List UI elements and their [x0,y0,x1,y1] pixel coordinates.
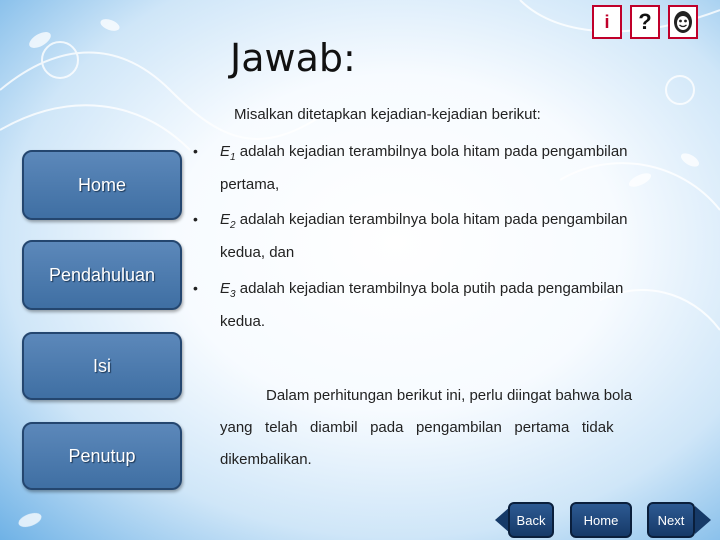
info-icon[interactable]: i [592,5,622,39]
bullet-3: $E_3$ adalah kejadian terambilnya bola putih pada pengambilan [220,280,624,300]
bullet-dot-1: • [193,143,198,159]
face-icon[interactable] [668,5,698,39]
face-glyph-icon [672,9,694,35]
sidebar-item-penutup[interactable] [22,422,182,490]
page-title: Jawab: [230,36,356,80]
next-button[interactable]: Next [647,502,695,538]
note-line-3: dikembalikan. [220,451,312,468]
question-icon[interactable]: ? [630,5,660,39]
sidebar-item-label: Home [77,174,126,195]
bullet-1-continuation: pertama, [220,176,280,193]
bullet-2-continuation: kedua, dan [220,244,295,261]
sidebar-item-label: Pendahuluan [48,264,156,285]
bullet-2: $E_2$ adalah kejadian terambilnya bola hitam pada pengambilan [220,211,628,231]
sidebar-item-pendahuluan[interactable] [22,240,182,310]
sidebar-item-label: Penutup [68,445,136,466]
bullet-1: $E_1$ adalah kejadian terambilnya bola hitam pada pengambilan [220,143,628,163]
bullet-3-continuation: kedua. [220,313,266,330]
home-button[interactable]: Home [570,502,632,538]
bullet-dot-3: • [193,280,198,296]
intro-text: Misalkan ditetapkan kejadian-kejadian berikut: [234,106,541,123]
back-button[interactable]: Back [508,502,554,538]
note-line-2: yang telah diambil pada pengambilan pertama tidak [220,419,614,436]
bullet-dot-2: • [193,211,198,227]
sidebar-item-isi[interactable] [22,332,182,400]
next-arrow-icon [695,506,711,534]
note-line-1: Dalam perhitungan berikut ini, perlu diingat bahwa bola [266,387,633,404]
sidebar-item-label: Isi [93,355,111,376]
sidebar-item-home[interactable] [22,150,182,220]
